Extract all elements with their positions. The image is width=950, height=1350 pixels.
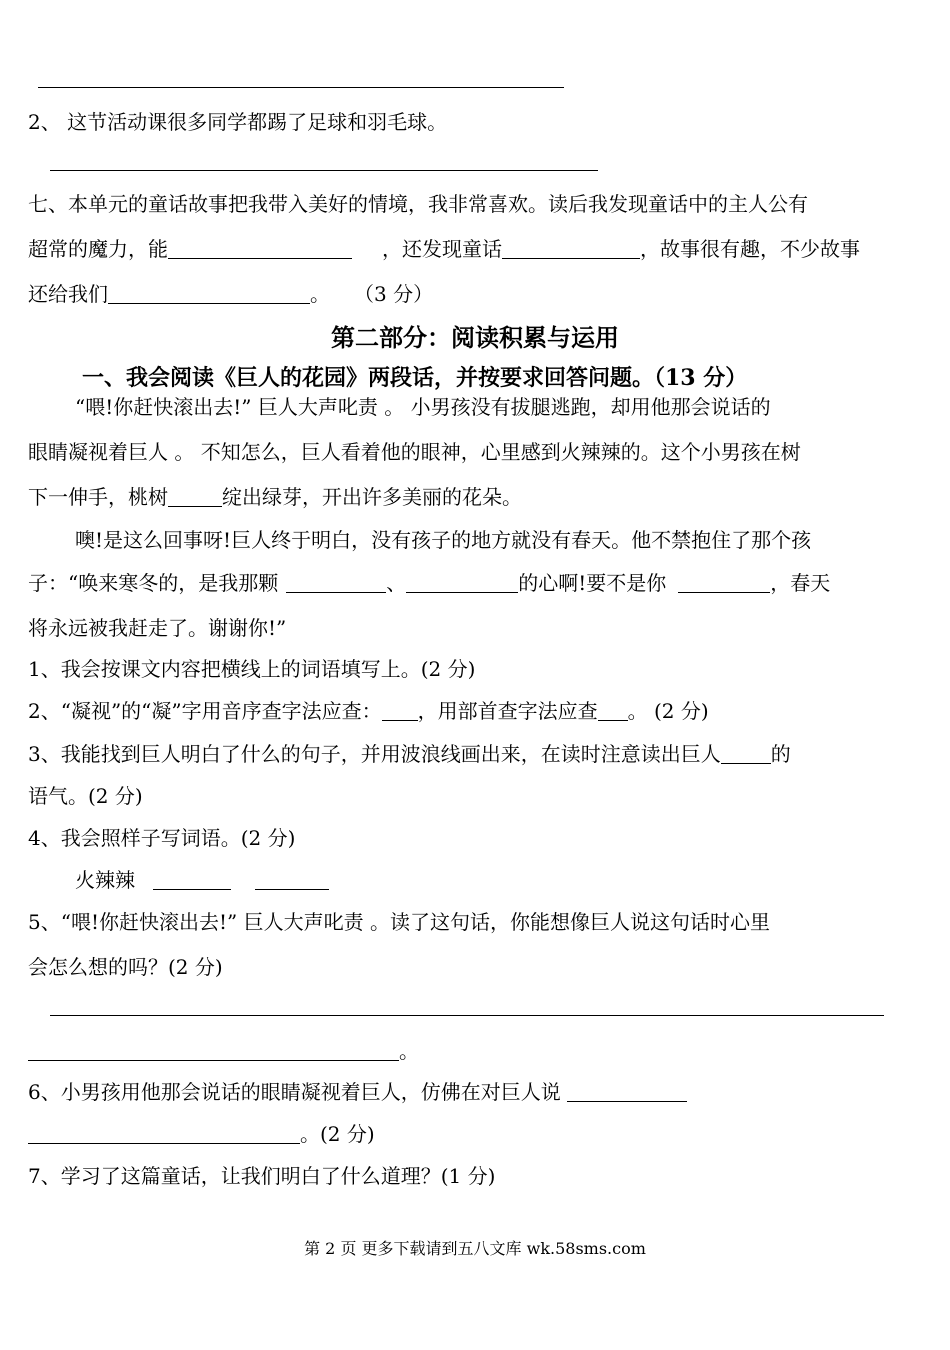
q7-line2-c: ，故事很有趣，不少故事	[640, 237, 860, 261]
question-6-a: 6、小男孩用他那会说话的眼睛凝视着巨人，仿佛在对巨人说	[28, 1080, 561, 1104]
question-2-b: ，用部首查字法应查	[417, 699, 598, 723]
question-3-a: 3、我能找到巨人明白了什么的句子，并用波浪线画出来，在读时注意读出巨人	[28, 742, 721, 766]
question-4-example-row	[75, 866, 329, 894]
q2-blank-2[interactable]	[598, 720, 628, 721]
q5-end: 。	[399, 1039, 419, 1063]
passage-blank-2[interactable]	[286, 592, 386, 593]
passage-blank-4[interactable]	[678, 592, 770, 593]
q7-blank-3[interactable]	[108, 303, 310, 304]
question-5-line2: 会怎么想的吗？(2 分)	[28, 955, 223, 979]
q7-line3-a: 还给我们	[28, 282, 108, 306]
question-4-example: 火辣辣	[75, 868, 135, 892]
question-2	[28, 697, 709, 725]
passage-blank-1[interactable]	[168, 506, 222, 507]
passage-p2-line2-c: 的心啊!要不是你	[518, 571, 667, 595]
question-6	[28, 1078, 687, 1106]
question-5-line1: 5、“喂!你赶快滚出去!” 巨人大声叱责 。读了这句话，你能想像巨人说这句话时心里	[28, 910, 770, 934]
q7-line3	[28, 280, 433, 308]
q4-blank-1[interactable]	[153, 889, 231, 890]
question-7: 7、学习了这篇童话，让我们明白了什么道理？(1 分)	[28, 1164, 496, 1188]
q2-blank-1[interactable]	[382, 720, 418, 721]
q7-line2-b: ，还发现童话	[382, 237, 502, 261]
q7-score: （3 分）	[354, 282, 434, 306]
page-footer: 第 2 页 更多下载请到五八文库 wk.58sms.com	[304, 1239, 646, 1258]
question-6-line2	[28, 1120, 375, 1148]
passage-p1-line2: 眼睛凝视着巨人 。 不知怎么，巨人看着他的眼神，心里感到火辣辣的。这个小男孩在树	[28, 440, 801, 464]
answer-line-item-2[interactable]	[50, 170, 598, 171]
exercise-item-2: 2、 这节活动课很多同学都踢了足球和羽毛球。	[28, 110, 448, 134]
q6-blank-1[interactable]	[567, 1101, 687, 1102]
question-1: 1、我会按课文内容把横线上的词语填写上。(2 分)	[28, 657, 476, 681]
passage-p1-line3-b: 绽出绿芽，开出许多美丽的花朵。	[222, 485, 522, 509]
q5-answer-line-2[interactable]	[28, 1060, 399, 1061]
passage-p2-line2-a: 子：“唤来寒冬的，是我那颗	[28, 571, 279, 595]
passage-p2-line2-b: 、	[386, 571, 407, 595]
question-4: 4、我会照样子写词语。(2 分)	[28, 826, 296, 850]
question-2-a: 2、“凝视”的“凝”字用音序查字法应查：	[28, 699, 382, 723]
q7-line2	[28, 235, 860, 263]
question-6-end: 。(2 分)	[300, 1122, 375, 1146]
question-3-line2: 语气。(2 分)	[28, 784, 143, 808]
question-3-b: 的	[770, 742, 791, 766]
passage-p1-line1: “喂!你赶快滚出去!” 巨人大声叱责 。 小男孩没有拔腿逃跑，却用他那会说话的	[75, 395, 771, 419]
passage-p2-line2-d: ，春天	[770, 571, 831, 595]
q7-blank-1[interactable]	[168, 258, 352, 259]
q7-line1: 七、本单元的童话故事把我带入美好的情境，我非常喜欢。读后我发现童话中的主人公有	[28, 192, 808, 216]
passage-p1-line3-a: 下一伸手，桃树	[28, 485, 168, 509]
q7-line3-b: 。	[310, 282, 330, 306]
q6-blank-2[interactable]	[28, 1143, 300, 1144]
part2-title: 第二部分：阅读积累与运用	[331, 323, 619, 352]
q4-blank-2[interactable]	[255, 889, 329, 890]
q3-blank[interactable]	[721, 763, 771, 764]
passage-p1-line3	[28, 483, 522, 511]
passage-p2-line1: 噢!是这么回事呀!巨人终于明白，没有孩子的地方就没有春天。他不禁抱住了那个孩	[75, 528, 812, 552]
q7-blank-2[interactable]	[502, 258, 640, 259]
question-2-c: 。 (2 分)	[627, 699, 709, 723]
q5-answer-line-1[interactable]	[50, 1015, 884, 1016]
reading-section-title: 一、我会阅读《巨人的花园》两段话，并按要求回答问题。（13 分）	[82, 365, 748, 391]
question-3	[28, 740, 791, 768]
passage-p2-line3: 将永远被我赶走了。谢谢你!”	[28, 616, 287, 640]
answer-line-top[interactable]	[38, 87, 564, 88]
passage-blank-3[interactable]	[406, 592, 518, 593]
q5-answer-line-2-row	[28, 1037, 419, 1065]
passage-p2-line2	[28, 569, 830, 597]
q7-line2-a: 超常的魔力，能	[28, 237, 168, 261]
